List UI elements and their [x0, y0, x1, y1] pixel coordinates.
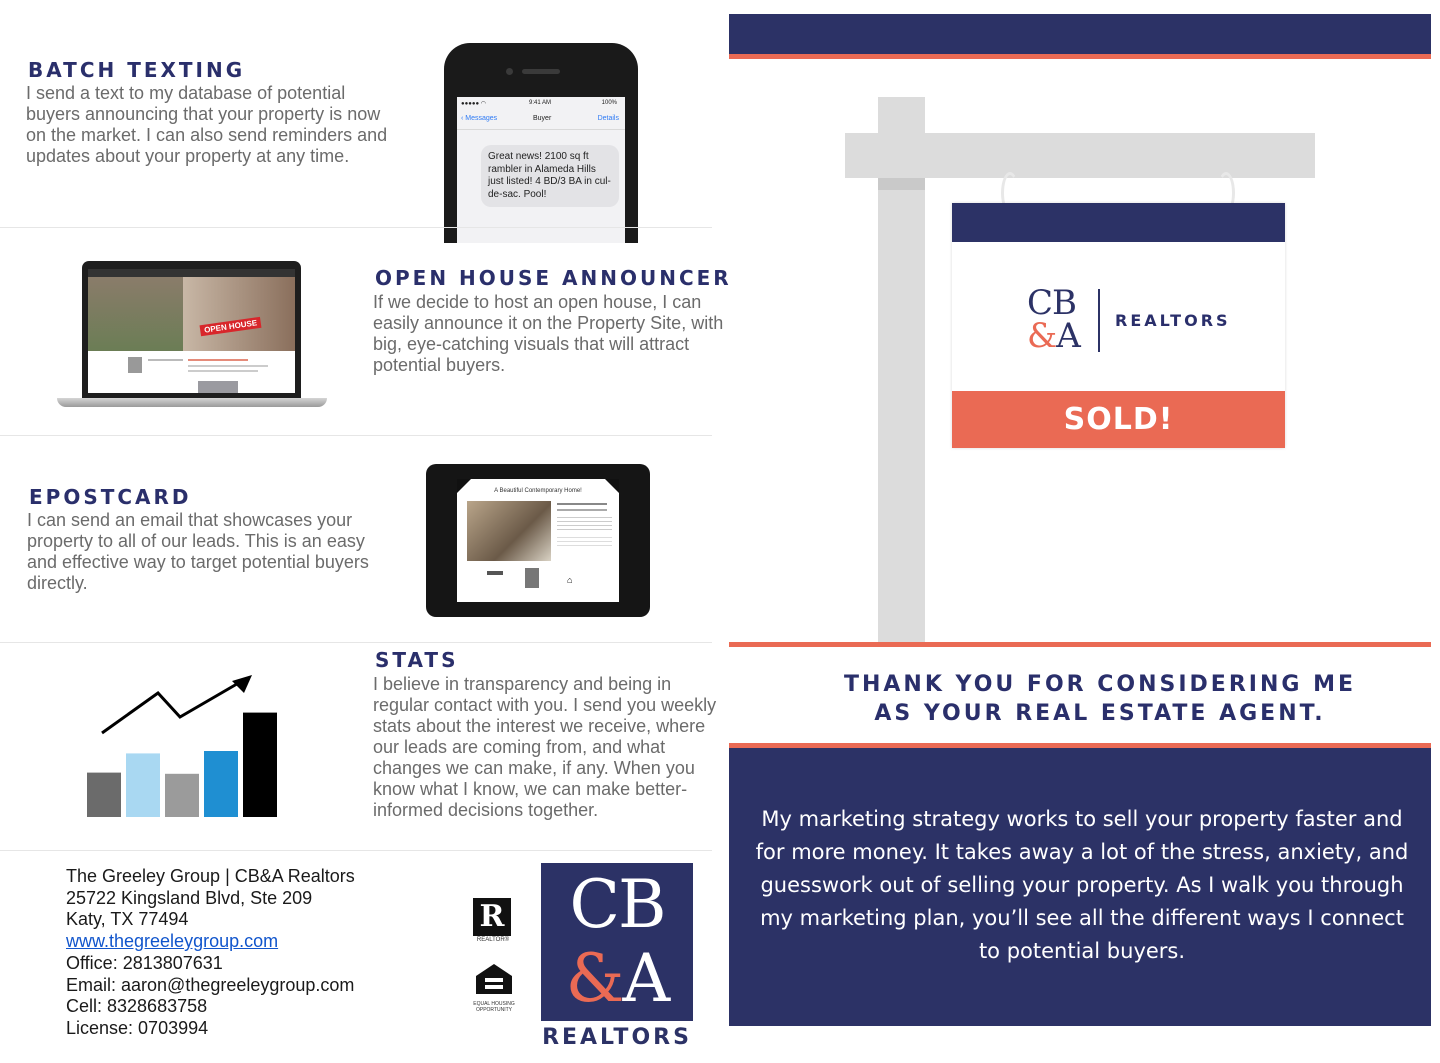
section-divider	[0, 227, 712, 228]
stats-body: I believe in transparency and being in regular contact with you. I send you weekly stats about the interest we receive, where our leads are coming from, and what changes we can make, if any. When you know what I know, we can make better-informed decisions together.	[373, 674, 717, 820]
stats-title: STATS	[375, 648, 459, 672]
tablet-illustration	[426, 464, 650, 617]
agent-thumb	[128, 357, 142, 373]
sign-logo-mark	[1027, 283, 1080, 356]
stats-bar	[126, 753, 160, 817]
sign-logo-amp-a: &A	[1027, 316, 1080, 356]
contact-name: Buyer	[533, 115, 552, 122]
website-link[interactable]: www.thegreeleygroup.com	[66, 931, 279, 952]
address-city: Katy, TX 77494	[66, 909, 189, 930]
sign-arm	[845, 133, 1315, 178]
batch-texting-title: BATCH TEXTING	[28, 58, 246, 82]
thank-you-heading	[760, 670, 1440, 728]
tablet-screen	[457, 479, 619, 602]
phone-nav-bar	[457, 109, 625, 130]
license: License: 0703994	[66, 1017, 209, 1038]
phone-status-bar	[457, 97, 625, 109]
top-coral-stripe	[729, 54, 1431, 59]
mid-coral-stripe	[729, 642, 1431, 647]
equal-housing-badge	[470, 962, 518, 1013]
top-navy-band	[729, 14, 1431, 54]
epostcard-body: I can send an email that showcases your property to all of our leads. This is an easy and effective way to target potential buyers directly.	[27, 510, 369, 593]
house-icon: ⌂	[567, 575, 573, 585]
cba-logo-large	[541, 863, 693, 1021]
phone-screen	[457, 97, 625, 243]
post-shadow	[878, 178, 925, 190]
signal-icon: ●●●●● ◠	[461, 101, 487, 107]
details-link: Details	[597, 115, 619, 122]
address-street: 25722 Kingsland Blvd, Ste 209	[66, 887, 313, 908]
sign-logo-word: REALTORS	[1115, 311, 1231, 330]
stats-bar	[243, 713, 277, 817]
thank-you-line-1: THANK YOU FOR CONSIDERING ME	[843, 672, 1357, 697]
company-name: The Greeley Group | CB&A Realtors	[66, 866, 355, 886]
office-phone: Office: 2813807631	[66, 952, 223, 973]
contact-block	[66, 866, 355, 1040]
section-divider	[0, 642, 712, 643]
interior-photo	[467, 501, 551, 561]
phone-speaker	[522, 69, 560, 74]
email: Email: aaron@thegreeleygroup.com	[66, 974, 355, 995]
section-divider	[0, 850, 712, 851]
sold-banner: SOLD!	[952, 391, 1285, 448]
thank-you-line-2: AS YOUR REAL ESTATE AGENT.	[874, 701, 1326, 726]
agent-photo	[183, 277, 295, 351]
realtor-r-icon: R	[473, 898, 511, 936]
cell-phone: Cell: 8328683758	[66, 996, 208, 1017]
equal-housing-label: EQUAL HOUSING OPPORTUNITY	[473, 1001, 515, 1013]
phone-illustration	[444, 43, 638, 243]
logo-cb: CB	[569, 866, 665, 943]
back-button: ‹ Messages	[461, 115, 498, 122]
sign-logo-divider	[1098, 289, 1100, 352]
phone-time: 9:41 AM	[529, 100, 552, 106]
laptop-screen	[88, 269, 295, 393]
phone-battery: 100%	[601, 100, 617, 106]
stats-chart-icon	[80, 665, 290, 825]
stats-bar	[204, 751, 238, 817]
postcard-header: A Beautiful Contemporary Home!	[494, 488, 582, 494]
open-house-title: OPEN HOUSE ANNOUNCER	[375, 266, 732, 290]
logo-realtors-word: REALTORS	[542, 1025, 692, 1050]
strategy-text: My marketing strategy works to sell your property faster and for more money. It takes away a lot of the stress, anxiety, and guesswork out of selling your property. As I walk you through my marketing plan, you’ll see all the different ways I connect to potential buyers.	[755, 807, 1409, 963]
realtor-badge	[473, 898, 513, 943]
open-house-body: If we decide to host an open house, I can easily announce it on the Property Site, with big, eye-catching visuals that will attract potential buyers.	[373, 292, 724, 375]
sign-board	[952, 203, 1285, 448]
logo-amp-a: &A	[565, 940, 669, 1017]
sign-logo-cb: CB	[1027, 283, 1076, 323]
stats-bar	[87, 773, 121, 817]
open-house-banner: OPEN HOUSE	[200, 317, 262, 336]
realtor-badge-label: REALTOR®	[476, 937, 510, 943]
laptop-illustration	[82, 261, 301, 399]
agent-thumb	[525, 568, 539, 588]
message-bubble: Great news! 2100 sq ft rambler in Alameda Hills just listed! 4 BD/3 BA in cul-de-sac. Pool!	[481, 145, 619, 207]
sign-top-band	[952, 203, 1285, 242]
house-photo	[88, 277, 183, 351]
batch-texting-body: I send a text to my database of potential buyers announcing that your property is now on the market. I can also send reminders and updates about your property at any time.	[26, 83, 388, 166]
epostcard-title: EPOSTCARD	[29, 485, 192, 509]
stats-bar	[165, 774, 199, 817]
laptop-base	[57, 398, 327, 407]
phone-camera	[506, 68, 513, 75]
equal-housing-icon	[474, 962, 514, 996]
section-divider	[0, 435, 712, 436]
